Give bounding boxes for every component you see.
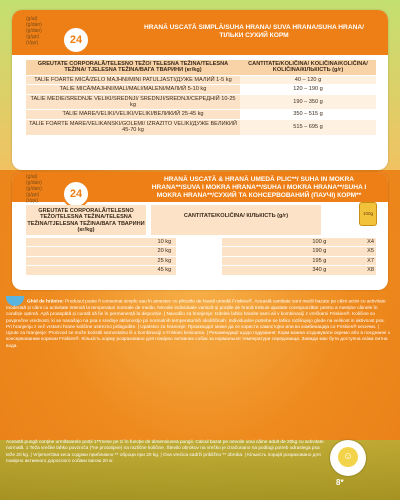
pouch-count-cell: X7 — [330, 256, 376, 265]
measure-label: (g/дн) — [26, 34, 40, 40]
dry-food-panel — [12, 10, 388, 170]
dry-food-title: HRANĂ USCATĂ SIMPLĂ/SUHA HRANA/ SUVA HRANA/SUHA HRANA/ТІЛЬКИ СУХИЙ КОРМ — [144, 24, 364, 39]
water-bowl-icon — [6, 296, 24, 306]
mixed-food-panel — [12, 172, 388, 290]
measure-label: (g/дн) — [26, 192, 40, 198]
weight-cell: TALIE FOARTE MARE/VELIKANSKI/GOLEMI/ IZRAZITO VELIKI/ДУЖЕ ВЕЛИКИЙ 45-70 kg — [26, 119, 240, 135]
measure-label: (r/дн) — [26, 40, 39, 46]
clock-label: 24 — [69, 34, 83, 46]
clock-24h-icon — [62, 180, 90, 208]
measure-label: (r/дн) — [26, 198, 39, 204]
weight-header: GREUTATE CORPORALĂ/TELESNO TEŽO/ TELESNA TEŽINA/TELESNA TEŽINA/ TJELESNA TEŽINA/ВАГА ТВАРИНИ (кг/kg) — [26, 60, 240, 75]
pouch-count-cell: X5 — [330, 247, 376, 256]
amount-cell: 190 – 350 g — [240, 94, 376, 110]
amount-header: CANTITATE/KOLIČINA/ КІЛЬКІСТЬ (g/г) — [151, 205, 321, 235]
feeding-guide-text: Produsul poate fi consumat simplu sau în amestec cu plicurile de hrană umedă Friskies®. Această cantitate sunt medii bazate pe câini activi cu activitate moderată și câini cu activitate intensă la temperaturi normale de mediu. Nevoile individuale variază și porțiile de hrană trebuie ajustate corespunzător pentru a menține câinele în condiție optimă. Apă proaspătă și curată să fie în permanență la dispoziție. | Navodilo za hranjenje: Izdelek lahko hranite sami ali v kombinaciji z vrečkami Friskies®. Količine so povprečne vrednosti, ki se nanašajo na psa s srednje aktivnostjo pri normalnih temperaturnih okoliščinah. Individualne potrebe se lahko razlikujejo glede na velikost in aktivnost psa. Pri hranjenju z več vrstami hrane količine ustrezno prilagodite. | Upatstvo za hranenje: Производот може да се користи самостојно или во комбинација со Friskies® кесички. | Upute za hranjenje: Proizvod se može koristiti samostalno ili u kombinaciji s Friskies kesicama. | Рекомендації щодо годування: Корм можна згодовувати окремо або в поєднанні з консервованим кормом Friskies®. Кількість корму розраховано для помірно активних собак за нормальної температури середовища. Завжди має бути доступна свіжа питна вода. — [6, 299, 390, 349]
measure-label: (g/dan) — [26, 28, 42, 34]
amount-cell: 190 g — [222, 247, 331, 256]
pouch-100g-icon — [359, 202, 377, 226]
weight-cell: TALIE MICĂ/MAJHNI/MALI/MALI/MALENI/МАЛИЙ 5-10 kg — [26, 85, 240, 94]
meal-count-ball-icon — [330, 440, 366, 476]
mixed-food-table-header — [26, 205, 376, 235]
amount-cell: 340 g — [222, 266, 331, 275]
weight-cell: TALIE MARE/VELIKI/VELIKI/VELIKI/ВЕЛИКИЙ 25-45 kg — [26, 110, 240, 119]
weight-cell: 20 kg — [26, 247, 176, 256]
amount-cell: 100 g — [222, 238, 331, 247]
measure-label: (g/dan) — [26, 180, 42, 186]
amount-cell: 515 – 695 g — [240, 119, 376, 135]
ball-face: ☺ — [338, 447, 358, 467]
feeding-guide-heading: Ghid de hrănire: — [27, 299, 64, 305]
amount-cell: 350 – 515 g — [240, 110, 376, 119]
weight-cell: TALIE MEDIE/SREDNJE VELIKI/SREDNJI/ SREDNJI/SREDNJI/СЕРЕДНІЙ 10-25 kg — [26, 94, 240, 110]
meal-count-label: 8* — [336, 478, 344, 487]
amount-header: CANTITATE/KOLIČINA/ KOLIČINA/KOLIČINA/ KOLIČINA/КІЛЬКІСТЬ (g/г) — [240, 60, 376, 75]
weight-cell: 25 kg — [26, 256, 176, 265]
dry-food-table — [26, 60, 376, 136]
amount-cell: 195 g — [222, 256, 331, 265]
mixed-food-title: HRANĂ USCATĂ & HRANĂ UMEDĂ PLIC**/ SUHA IN MOKRA HRANA**/SUVA I MOKRA HRANA**/SUHA I MOKRA HRANA**/SUHA I MOKRA HRANA**/СУХИЙ ТА КОНСЕРВОВАНИЙ (ПАУЧІ) КОРМ** — [151, 176, 367, 199]
measure-label: (g/dan) — [26, 186, 42, 192]
pouch-count-cell: X4 — [330, 238, 376, 247]
clock-label: 24 — [69, 188, 83, 200]
clock-24h-icon — [62, 26, 90, 54]
measure-label: (g/ai) — [26, 174, 38, 180]
amount-cell: 40 – 120 g — [240, 75, 376, 84]
mixed-food-table — [26, 238, 376, 276]
weight-cell: 45 kg — [26, 266, 176, 275]
feeding-guide — [6, 296, 392, 350]
measure-label: (g/dan) — [26, 22, 42, 28]
pouch-label: 100g — [362, 211, 373, 216]
weight-cell: TALIE FOARTE MICĂ/ZELO MAJHNI/MINI PATULJASTI/ДУЖЕ МАЛИЙ 1-5 kg — [26, 75, 240, 84]
amount-cell: 120 – 190 g — [240, 85, 376, 94]
weight-header: GREUTATE CORPORALĂ/TELESNO TEŽO/TELESNA TEŽINA/TELESNA TEŽINA/TJELESNA TEŽINA/ВАГА ТВАРИНИ (кг/kg) — [26, 205, 146, 235]
pouch-count-cell: X8 — [330, 266, 376, 275]
portion-note: Această pungă conține următoarele porții 1**mese pe zi în funcție de dimensiunea pungii. Calcul bazat pe nevoile unui câine adult de 20kg cu activitate normală. 1 Teža vrečke lahko povzroča (*ne prototipne) na različne količine. Število obrokov na vrečko je izračunano na podlagi potreb odraslega psa teže 20 kg. | Vrijeme/Ова кеса содржи приближно ** оброци при 20 kg. | Ova vrećica sadrži približno ** obroka. | Кількість порцій розраховано для помірно активного дорослого собаки вагою 20 кг. — [6, 440, 324, 464]
weight-cell: 10 kg — [26, 238, 176, 247]
measure-label: (g/ai) — [26, 16, 38, 22]
